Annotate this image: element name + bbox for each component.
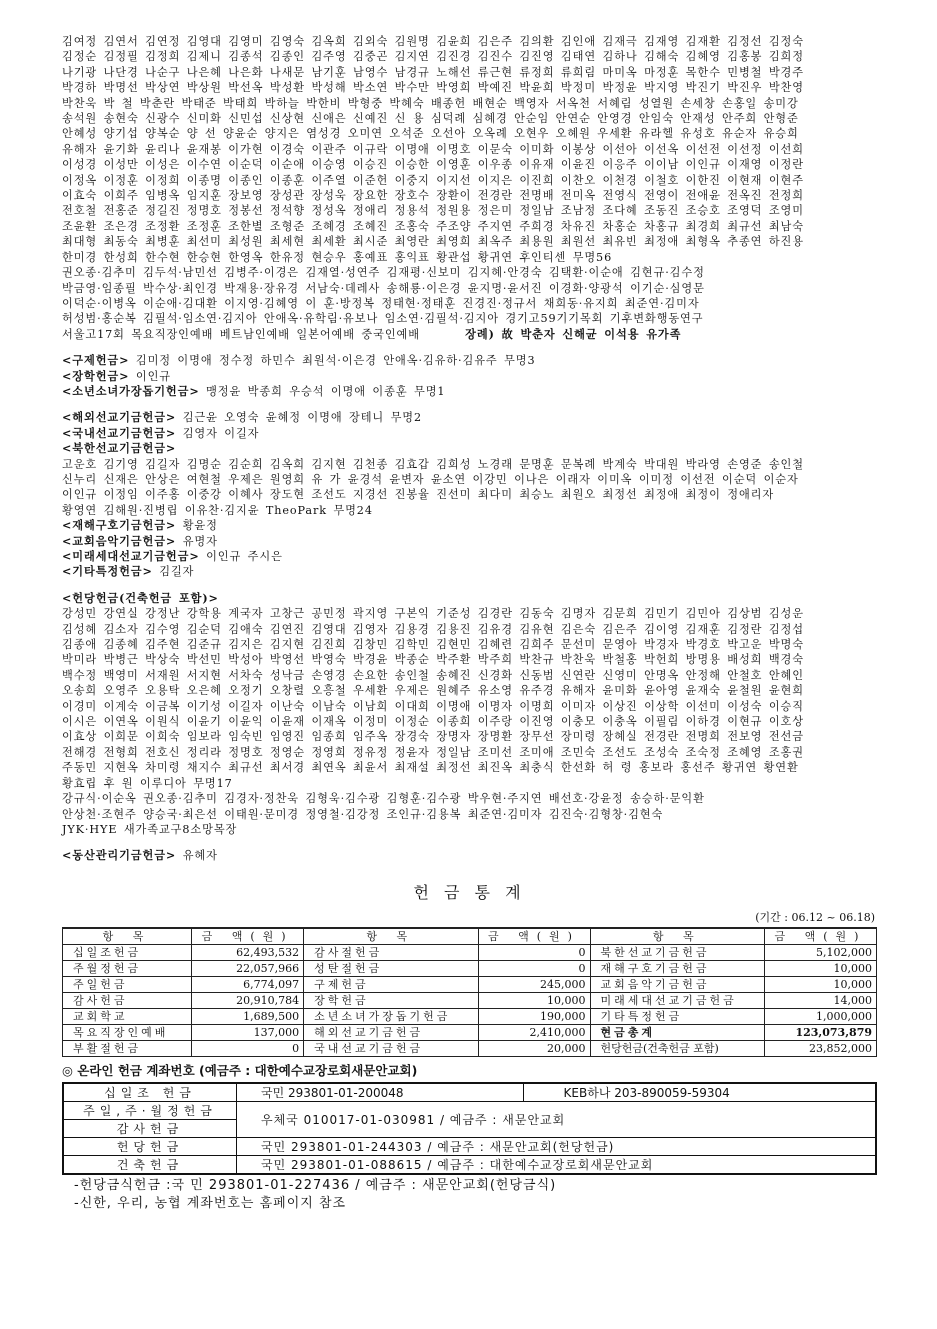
donor-line: 유해자 윤기화 윤리나 윤재봉 이가현 이경숙 이관주 이규락 이명애 이명호 이문숙 이미화 이봉상 이선아 이선옥 이선전 이선정 이선희 (62, 142, 804, 156)
stats-item: 헌당헌금(건축헌금 포함) (590, 1040, 764, 1056)
stats-amount: 1,000,000 (764, 1008, 876, 1024)
stats-item: 소년소녀가장돕기헌금 (304, 1008, 478, 1024)
stats-row (63, 1024, 877, 1040)
stats-amount: 10,000 (764, 960, 876, 976)
donor-line: 고운호 김기영 김길자 김명순 김순희 김옥희 김지현 김천종 김효갑 김희성 노경래 문명훈 문복례 박계숙 박대원 박라영 손영준 송인철 (62, 457, 804, 471)
stats-row (63, 992, 877, 1008)
category-label: <헌당헌금(건축헌금 포함)> (62, 590, 219, 605)
category-names: 유명자 (182, 534, 218, 548)
stats-row (63, 1040, 877, 1056)
donor-line: 주동민 지현옥 차미령 채지수 최규선 최서경 최연옥 최윤서 최재설 최정선 최진옥 최충식 한선화 허 령 홍보라 홍선주 황귀연 황연환 (62, 761, 799, 775)
stats-item: 목요직장인예배 (63, 1024, 192, 1040)
donor-line: 허성범·홍순복 김필석·임소연·김지아 안애옥·유학림·유보나 임소연·김필석·김지아 경기고59기기목회 기후변화행동연구 (62, 312, 704, 326)
donor-line: 김성혜 김소자 김수영 김순덕 김애숙 김연진 김영대 김영자 김용경 김용진 김유경 김유현 김은숙 김은주 김이영 김재훈 김정란 김정섭 (62, 622, 804, 636)
stats-amount: 0 (478, 944, 590, 960)
donor-line: 최대형 최동숙 최병훈 최선미 최성원 최세현 최세환 최시준 최영란 최영희 최옥주 최용원 최원선 최유빈 최정애 최형옥 추종연 하진용 (62, 235, 804, 249)
stats-row (63, 1008, 877, 1024)
col-header-item: 항 목 (304, 928, 478, 945)
account-row (63, 1101, 876, 1119)
stats-amount: 245,000 (478, 976, 590, 992)
account-label: 주일,주·월정헌금 (63, 1101, 237, 1119)
stats-item: 구제헌금 (304, 976, 478, 992)
category-label: <해외선교기금헌금> (62, 410, 177, 425)
col-header-item: 항 목 (590, 928, 764, 945)
donor-line: 나기광 나단경 나순구 나은혜 나은화 나새문 남기훈 남영수 남경규 노해선 류근현 류정희 류희림 마미옥 마정훈 목한수 민병철 박경주 (62, 65, 804, 79)
stats-amount: 62,493,532 (192, 944, 304, 960)
account-number: 우체국 010017-01-030981 / 예금주 : 새문안교회 (237, 1101, 877, 1137)
stats-item: 북한선교기금헌금 (590, 944, 764, 960)
donor-line: 이효상 이희문 이희숙 임보라 임숙빈 임영진 임종희 임주옥 장경숙 장명자 장명환 장무선 장미령 장혜실 전경란 전명희 전보영 전선금 (62, 730, 804, 744)
stats-item: 국내선교기금헌금 (304, 1040, 478, 1056)
donor-line: 박금영·임종필 박수상·최인경 박재용·장유경 서남숙·데레사 송해룡·이은경 윤지명·윤서진 이경화·양광석 이기순·심영문 (62, 281, 705, 295)
donor-line: 전해경 전형희 전호신 정리라 정명호 정영순 정영희 정유정 정윤자 정일남 조미선 조미애 조민숙 조선도 조성숙 조숙정 조혜영 조홍권 (62, 745, 804, 759)
stats-amount: 137,000 (192, 1024, 304, 1040)
donor-line: 이성경 이성만 이성은 이수연 이순덕 이순애 이승영 이승진 이승한 이영훈 이우종 이유재 이윤진 이응주 이이남 이인규 이재영 이정란 (62, 158, 804, 172)
stats-item: 해외선교기금헌금 (304, 1024, 478, 1040)
account-label: 십일조 헌금 (63, 1083, 237, 1102)
stats-item: 십일조헌금 (63, 944, 192, 960)
offering-stats-table (62, 927, 877, 1057)
memorial-note: 장례) 故 박춘자 신해균 이석용 유가족 (465, 326, 682, 341)
donor-line: 박찬욱 박 철 박춘란 박태준 박태희 박하늘 박한비 박형중 박혜숙 배종헌 배현순 백영자 서옥천 서혜림 성열원 손세창 손홍일 송미강 (62, 96, 799, 110)
donor-line: 이인규 이정임 이주홍 이중강 이혜사 장도현 조선도 지경선 진봉율 진선미 최다미 최승노 최원오 최정선 최정애 최정이 정애리자 (62, 488, 775, 502)
stats-item: 재해구호기금헌금 (590, 960, 764, 976)
stats-amount: 20,000 (478, 1040, 590, 1056)
stats-amount: 6,774,097 (192, 976, 304, 992)
category-building-section (62, 591, 877, 838)
stats-item: 주월정헌금 (63, 960, 192, 976)
stats-row (63, 960, 877, 976)
category-label: <미래세대선교기금헌금> (62, 549, 200, 563)
category-relief-section (62, 353, 877, 399)
category-names: 김영자 이길자 (182, 426, 260, 440)
stats-amount: 10,000 (764, 976, 876, 992)
stats-amount: 0 (192, 1040, 304, 1056)
category-label: <기타특정헌금> (62, 564, 153, 579)
category-label: <국내선교기금헌금> (62, 425, 177, 440)
stats-amount: 14,000 (764, 992, 876, 1008)
category-label: <동산관리기금헌금> (62, 848, 177, 863)
category-label: <교회음악기금헌금> (62, 533, 177, 548)
note-line: -신한, 우리, 농협 계좌번호는 홈페이지 참조 (74, 1195, 347, 1211)
category-label: <소년소녀가장돕기헌금> (62, 383, 200, 398)
category-property-section (62, 848, 877, 863)
stats-amount: 190,000 (478, 1008, 590, 1024)
donor-line: 권오종·김추미 김두석·남민선 김병주·이경은 김재열·성연주 김재평·신보미 김지혜·안경숙 김택환·이순애 김현규·김수정 (62, 266, 705, 280)
donor-line: 이효숙 이희주 임병옥 임지훈 장보영 장성관 장성욱 장요한 장호수 장환이 전경란 전명배 전미옥 전영식 전영이 전애윤 전옥진 전정희 (62, 189, 804, 203)
donor-line: 김정순 김정필 김정희 김제니 김종석 김종인 김주영 김중곤 김지연 김진경 김진수 김진영 김태연 김하나 김해숙 김혜영 김홍봉 김희정 (62, 50, 804, 64)
account-number: 국민 293801-01-088615 / 예금주 : 대한예수교장로회새문안교회 (237, 1155, 877, 1174)
category-label: <북한선교기금헌금> (62, 441, 177, 456)
donor-line: 김여정 김연서 김연정 김영대 김영미 김영숙 김옥희 김외숙 김원명 김윤희 김은주 김의환 김인애 김재극 김재영 김재환 김정선 김정숙 (62, 35, 804, 48)
account-number: 국민 293801-01-200048 (237, 1083, 524, 1102)
stats-amount: 1,689,500 (192, 1008, 304, 1024)
category-mission-section (62, 410, 877, 579)
category-names: 이인규 (135, 369, 171, 383)
category-names: 이인규 주시은 (206, 550, 283, 563)
stats-amount: 23,852,000 (764, 1040, 876, 1056)
stats-item: 교회학교 (63, 1008, 192, 1024)
col-header-amount: 금 액(원) (764, 928, 876, 945)
note-line: -헌당금식헌금 :국 민 293801-01-227436 / 예금주 : 새문안교회(헌당금식) (74, 1177, 557, 1193)
donor-line: 황영연 김해원·진병립 이유찬·김지윤 TheoPark 무명24 (62, 503, 373, 517)
account-number: 국민 293801-01-244303 / 예금주 : 새문안교회(헌당헌금) (237, 1137, 877, 1155)
col-header-amount: 금 액(원) (478, 928, 590, 945)
donor-line: 이시은 이연옥 이원식 이윤기 이윤익 이윤재 이재옥 이정미 이정순 이종희 이주랑 이진영 이충모 이충옥 이필림 이하경 이현규 이호상 (62, 715, 804, 729)
stats-amount: 0 (478, 960, 590, 976)
col-header-item: 항 목 (63, 928, 192, 945)
category-names: 김근윤 오영숙 윤혜정 이명애 장테니 무명2 (182, 411, 423, 425)
donor-line: 이덕순·이병옥 이순애·김대환 이지영·김혜영 이 훈·방정복 정태현·정태훈 진경진·정규서 채희동·유지희 최준연·김미자 (62, 296, 700, 310)
donor-line: 이경미 이계숙 이금복 이기성 이길자 이난숙 이남숙 이남희 이대희 이명애 이명자 이명희 이미자 이상진 이상학 이선미 이성숙 이승직 (62, 699, 804, 713)
stats-item: 감사절헌금 (304, 944, 478, 960)
donor-line: 송석원 송현숙 신광수 신미화 신민섭 신상현 신애은 신예진 신 용 심덕례 심혜경 안순임 안연순 안영경 안임숙 안재성 안주희 안형준 (62, 112, 799, 126)
account-label: 감사헌금 (63, 1119, 237, 1137)
online-account-table (62, 1082, 877, 1175)
donor-list-general (62, 34, 877, 342)
stats-row (63, 976, 877, 992)
stats-item: 교회음악기금헌금 (590, 976, 764, 992)
online-account-title: ◎ 온라인 헌금 계좌번호 (예금주 : 대한예수교장로회새문안교회) (62, 1062, 418, 1078)
donor-line (62, 327, 877, 342)
category-label: <구제헌금> (62, 353, 130, 368)
donor-line: 강규식·이순옥 권오종·김추미 김경자·정찬욱 김형욱·김수광 김형훈·김수광 박우현·주지연 배선호·강윤정 송승하·문익환 (62, 792, 705, 806)
category-names: 김길자 (159, 565, 195, 579)
category-names: 황윤정 (182, 519, 218, 533)
stats-amount: 5,102,000 (764, 944, 876, 960)
category-names: 유혜자 (182, 849, 218, 863)
stats-item: 장학헌금 (304, 992, 478, 1008)
donor-line: 한미경 한성희 한수현 한승현 한영옥 한유정 현승우 홍예표 홍익표 황관섭 황귀연 후인티센 무명56 (62, 250, 613, 264)
donor-line: 안혜성 양기섭 양복순 양 선 양윤순 양지은 염성경 오미연 오석준 오선아 오옥례 오현우 오혜원 우세환 유라헬 유성호 유순자 유승희 (62, 127, 799, 141)
donor-line-text: 서울고17회 목요직장인예배 베트남인예배 일본어예배 중국인예배 (62, 327, 420, 341)
donor-line: 이정옥 이정훈 이정희 이종명 이종인 이종훈 이주열 이준헌 이중지 이지선 이지은 이진희 이찬오 이천경 이철호 이한진 이현재 이현주 (62, 173, 804, 187)
stats-item: 성탄절헌금 (304, 960, 478, 976)
donor-line: 전호철 전홍준 정길진 정명호 정봉선 정석향 정성옥 정애리 정용석 정원용 정은미 정일남 조남정 조다혜 조동진 조승호 조영덕 조영미 (62, 204, 804, 218)
stats-header-row (63, 928, 877, 945)
donor-line: 박경하 박명선 박상연 박상원 박선옥 박성환 박성해 박소연 박수만 박영희 박예진 박윤희 박정미 박정윤 박지영 박진기 박진우 박찬영 (62, 81, 804, 95)
account-row (63, 1083, 876, 1102)
donor-line: 조윤환 조은경 조정환 조정훈 조한별 조형준 조혜경 조혜진 조홍숙 주조양 주지연 주희경 차유진 차홍순 차홍규 최경희 최규선 최남숙 (62, 219, 804, 233)
account-notes (74, 1177, 877, 1213)
category-names: 맹정윤 박종희 우승석 이명애 이종훈 무명1 (206, 384, 446, 398)
account-label: 건축헌금 (63, 1155, 237, 1174)
stats-item-total: 현금총계 (590, 1024, 764, 1040)
account-row (63, 1155, 876, 1174)
account-row (63, 1137, 876, 1155)
stats-amount: 10,000 (478, 992, 590, 1008)
donor-line: 오송희 오영주 오용탁 오은혜 오정기 오창렬 오흥철 우세환 우제은 원혜주 유소영 유주경 유해자 윤미화 윤아영 윤재숙 윤철원 윤현희 (62, 684, 804, 698)
stats-period: (기간 : 06.12 ~ 06.18) (755, 910, 875, 924)
offering-stats-title: 헌 금 통 계 (413, 882, 526, 902)
donor-line: 김종애 김종혜 김주현 김준규 김지은 김지현 김진희 김창민 김학민 김현민 김혜련 김희주 문선미 문영아 박경자 박경호 박고운 박명숙 (62, 638, 804, 652)
donor-line: 강성민 강연실 강정난 강학용 계국자 고창근 공민정 곽지영 구본익 기준성 김경란 김동숙 김명자 김문희 김민기 김민아 김상범 김성운 (62, 607, 804, 621)
stats-amount: 20,910,784 (192, 992, 304, 1008)
col-header-amount: 금 액(원) (192, 928, 304, 945)
donor-line: 박미라 박병근 박상숙 박선민 박성아 박영선 박영숙 박경윤 박종순 박주환 박주희 박찬규 박찬욱 박철홍 박헌희 방명용 배성희 백경숙 (62, 653, 804, 667)
donor-line: 신누리 신재은 안상은 여현철 우제은 원영희 유 가 윤경석 윤변자 윤소연 이강민 이나은 이래자 이미옥 이미정 이선전 이순덕 이순자 (62, 472, 799, 486)
stats-amount: 2,410,000 (478, 1024, 590, 1040)
donor-line: 백수정 백영미 서재원 서지현 서차숙 성낙금 손영경 손요한 송인철 송혜진 신경화 신동범 신연란 신영미 안명옥 안정해 안철호 안혜인 (62, 668, 804, 682)
stats-item: 감사헌금 (63, 992, 192, 1008)
stats-item: 주일헌금 (63, 976, 192, 992)
donor-line: 황효립 후 원 이루디아 무명17 (62, 776, 233, 790)
category-names: 김미정 이명애 정수정 하민수 최원석·이은경 안애옥·김유하·김유주 무명3 (135, 354, 536, 368)
stats-amount: 22,057,966 (192, 960, 304, 976)
stats-amount-total: 123,073,879 (764, 1024, 876, 1040)
category-label: <장학헌금> (62, 368, 130, 383)
donor-line: 안상천·조현주 양승국·최은선 이태원·문미경 정영철·김강정 조인규·김용복 최준연·김미자 김진숙·김형창·김현숙 (62, 807, 664, 821)
account-label: 헌당헌금 (63, 1137, 237, 1155)
category-label: <재해구호기금헌금> (62, 518, 177, 533)
stats-row (63, 944, 877, 960)
stats-item: 미래세대선교기금헌금 (590, 992, 764, 1008)
stats-item: 기타특정헌금 (590, 1008, 764, 1024)
account-number-secondary: KEB하나 203-890059-59304 (523, 1083, 876, 1102)
donor-line: JYK·HYE 새가족교구8소망목장 (62, 822, 238, 836)
stats-item: 부활절헌금 (63, 1040, 192, 1056)
